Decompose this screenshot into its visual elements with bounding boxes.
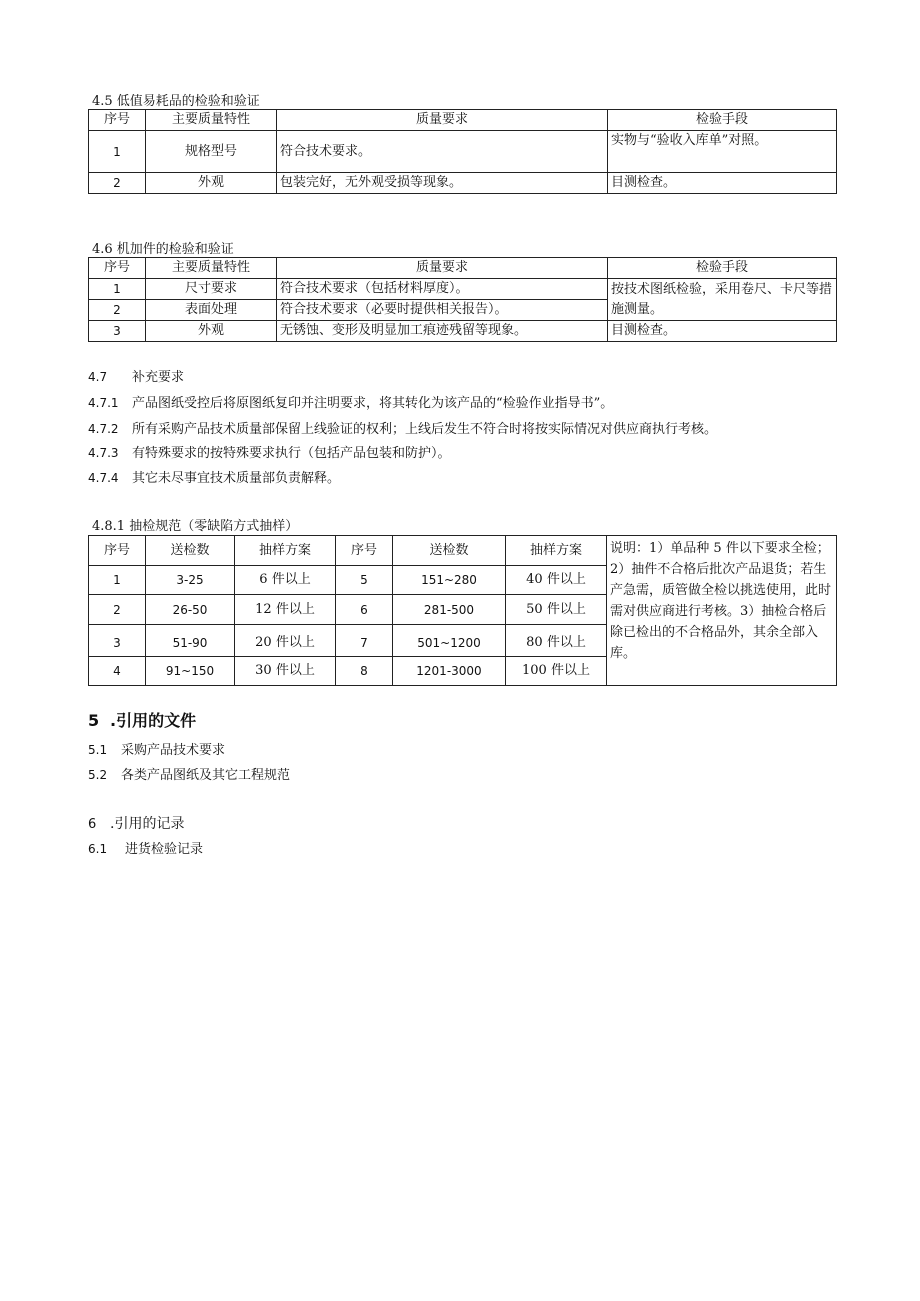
section-title: .引用的记录 <box>110 816 185 832</box>
item-number: 4.7.4 <box>88 471 119 485</box>
list-item <box>88 467 340 486</box>
table-cell: 3-25 <box>146 566 235 595</box>
table-row <box>89 131 837 173</box>
table-cell: 表面处理 <box>146 300 277 321</box>
item-text: 所有采购产品技术质量部保留上线验证的权利；上线后发生不符合时将按实际情况对供应商执行考核。 <box>132 422 718 437</box>
table-header-row <box>89 536 837 566</box>
list-item <box>88 418 717 437</box>
header-cell: 检验手段 <box>608 110 837 131</box>
table-row <box>89 173 837 194</box>
item-text: 进货检验记录 <box>125 842 204 857</box>
header-cell: 送检数 <box>393 536 506 566</box>
header-cell: 检验手段 <box>608 258 837 279</box>
item-text: 有特殊要求的按特殊要求执行（包括产品包装和防护）。 <box>132 446 451 461</box>
table-cell: 30 件以上 <box>235 657 336 686</box>
table-cell: 501~1200 <box>393 625 506 657</box>
section-4-5-title: 4.5 低值易耗品的检验和验证 <box>92 94 260 109</box>
list-item <box>88 764 290 783</box>
table-header-row <box>89 110 837 131</box>
item-text: 产品图纸受控后将原图纸复印并注明要求，将其转化为该产品的“检验作业指导书”。 <box>132 396 614 411</box>
table-cell: 100 件以上 <box>506 657 607 686</box>
section-5-heading <box>88 708 196 731</box>
table-cell: 规格型号 <box>146 131 277 173</box>
table-cell: 符合技术要求（包括材料厚度）。 <box>277 279 608 300</box>
table-cell: 实物与“验收入库单”对照。 <box>608 131 837 173</box>
header-cell: 序号 <box>89 536 146 566</box>
table-cell: 3 <box>89 625 146 657</box>
sampling-note-cell: 说明：1）单品种 5 件以下要求全检；2）抽件不合格后批次产品退货；若生产急需，质管做全检以挑选使用，此时需对供应商进行考核。3）抽检合格后除已检出的不合格品外，其余全部入库。 <box>607 536 837 686</box>
item-number: 4.7.1 <box>88 396 119 410</box>
list-item <box>88 838 203 857</box>
table-cell: 1201-3000 <box>393 657 506 686</box>
table-cell: 50 件以上 <box>506 595 607 625</box>
item-number: 4.7.2 <box>88 422 119 436</box>
header-cell: 序号 <box>89 258 146 279</box>
item-text: 采购产品技术要求 <box>121 743 226 758</box>
table-cell: 40 件以上 <box>506 566 607 595</box>
section-number: 4.7 <box>88 370 108 384</box>
table-cell: 6 <box>336 595 393 625</box>
table-cell: 8 <box>336 657 393 686</box>
table-cell: 尺寸要求 <box>146 279 277 300</box>
table-cell: 26-50 <box>146 595 235 625</box>
table-cell: 5 <box>336 566 393 595</box>
item-text: 其它未尽事宜技术质量部负责解释。 <box>132 471 341 486</box>
table-cell: 281-500 <box>393 595 506 625</box>
table-cell: 6 件以上 <box>235 566 336 595</box>
merged-method-cell: 按技术图纸检验，采用卷尺、卡尺等措施测量。 <box>608 279 837 321</box>
table-cell: 1 <box>89 131 146 173</box>
item-number: 4.7.3 <box>88 446 119 460</box>
table-cell: 3 <box>89 321 146 342</box>
table-cell: 51-90 <box>146 625 235 657</box>
section-4-6-title: 4.6 机加件的检验和验证 <box>92 242 234 257</box>
table-cell: 2 <box>89 595 146 625</box>
item-text: 各类产品图纸及其它工程规范 <box>121 768 291 783</box>
table-cell: 7 <box>336 625 393 657</box>
list-item <box>88 392 613 411</box>
section-4-8-1-title: 4.8.1 抽检规范（零缺陷方式抽样） <box>92 519 299 534</box>
consumables-inspection-table <box>88 109 837 194</box>
table-cell: 外观 <box>146 321 277 342</box>
list-item <box>88 442 451 461</box>
table-cell: 1 <box>89 279 146 300</box>
table-cell: 符合技术要求（必要时提供相关报告）。 <box>277 300 608 321</box>
table-cell: 12 件以上 <box>235 595 336 625</box>
table-cell: 2 <box>89 300 146 321</box>
header-cell: 送检数 <box>146 536 235 566</box>
item-number: 6.1 <box>88 842 108 856</box>
table-row <box>89 279 837 300</box>
header-cell: 抽样方案 <box>506 536 607 566</box>
header-cell: 序号 <box>336 536 393 566</box>
sampling-spec-table <box>88 535 837 686</box>
machined-parts-inspection-table <box>88 257 837 342</box>
section-title: .引用的文件 <box>110 711 197 730</box>
table-cell: 目测检查。 <box>608 321 837 342</box>
header-cell: 抽样方案 <box>235 536 336 566</box>
table-cell: 2 <box>89 173 146 194</box>
section-6-heading <box>88 813 184 833</box>
header-cell: 质量要求 <box>277 258 608 279</box>
table-cell: 80 件以上 <box>506 625 607 657</box>
section-title: 补充要求 <box>132 370 185 385</box>
table-cell: 外观 <box>146 173 277 194</box>
section-number: 5 <box>88 711 100 730</box>
header-cell: 主要质量特性 <box>146 258 277 279</box>
header-cell: 序号 <box>89 110 146 131</box>
table-cell: 包装完好，无外观受损等现象。 <box>277 173 608 194</box>
table-cell: 符合技术要求。 <box>277 131 608 173</box>
header-cell: 质量要求 <box>277 110 608 131</box>
table-cell: 151~280 <box>393 566 506 595</box>
header-cell: 主要质量特性 <box>146 110 277 131</box>
item-number: 5.1 <box>88 743 108 757</box>
section-4-7-title <box>88 366 184 385</box>
table-cell: 91~150 <box>146 657 235 686</box>
section-number: 6 <box>88 817 97 832</box>
table-cell: 无锈蚀、变形及明显加工痕迹残留等现象。 <box>277 321 608 342</box>
table-cell: 4 <box>89 657 146 686</box>
table-cell: 20 件以上 <box>235 625 336 657</box>
table-header-row <box>89 258 837 279</box>
list-item <box>88 739 225 758</box>
table-row <box>89 321 837 342</box>
item-number: 5.2 <box>88 768 108 782</box>
table-cell: 1 <box>89 566 146 595</box>
table-cell: 目测检查。 <box>608 173 837 194</box>
